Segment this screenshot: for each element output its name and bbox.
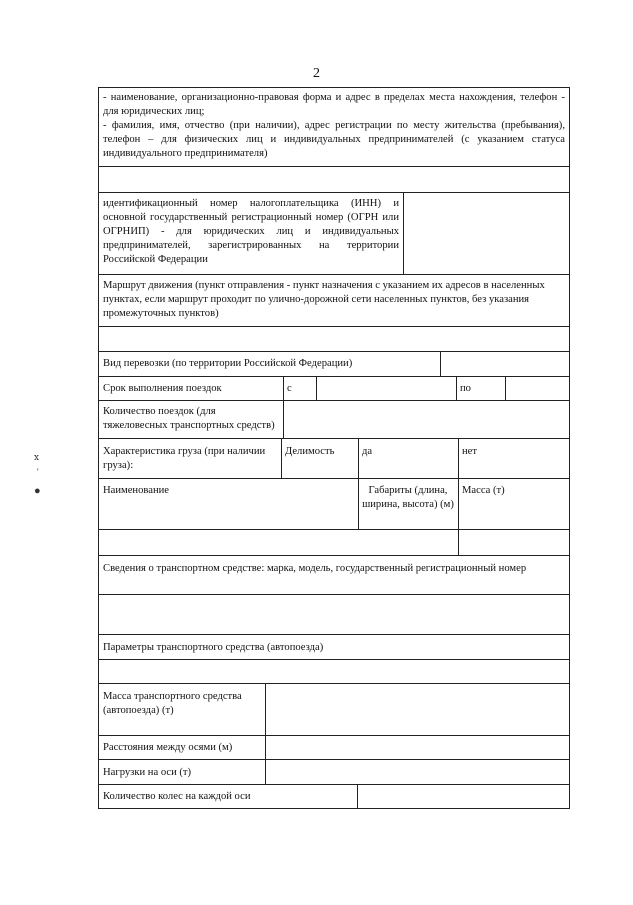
- scan-mark: ●: [34, 485, 41, 497]
- cargo-dimensions-input[interactable]: [359, 530, 458, 555]
- cargo-name-label: Наименование: [103, 485, 169, 496]
- inn-ogrn-label: идентификационный номер налогоплательщика (ИНН) и основной государственный регистрационный номер (ОГРН или ОГРНИП) - для юридических лиц и индивидуальных предпринимателей, зарегистрированных на территории Российской Федерации: [103, 198, 399, 265]
- axle-load-input[interactable]: [266, 760, 569, 784]
- vehicle-params-input[interactable]: [99, 660, 569, 683]
- cargo-divisible-no[interactable]: нет: [462, 446, 478, 457]
- page-number: 2: [313, 66, 320, 81]
- owner-individual-line: - фамилия, имя, отчество (при наличии), адрес регистрации по месту жительства (пребывания), телефон – для физических лиц и индивидуальных предпринимателей (с указанием статуса индивидуального предпринимателя): [103, 120, 565, 159]
- cargo-mass-label: Масса (т): [462, 485, 505, 496]
- owner-input-field[interactable]: [99, 167, 569, 192]
- cargo-mass-input[interactable]: [459, 530, 569, 555]
- scan-mark: ': [37, 467, 39, 477]
- transport-type-input[interactable]: [441, 352, 569, 376]
- owner-legal-entity-line: - наименование, организационно-правовая форма и адрес в пределах места нахождения, телефон - для юридических лиц;: [103, 92, 565, 117]
- scan-mark: ⅹ: [34, 452, 40, 462]
- inn-ogrn-input[interactable]: [404, 193, 569, 274]
- route-label: Маршрут движения (пункт отправления - пункт назначения с указанием их адресов в населенных пунктах, если маршрут проходит по улично-дорожной сети населенных пунктов, без указания промежуточных пунктов): [103, 280, 545, 319]
- axle-distance-input[interactable]: [266, 736, 569, 759]
- cargo-dimensions-label: Габариты (длина, ширина, высота) (м): [362, 485, 454, 510]
- vehicle-mass-label: Масса транспортного средства (автопоезда) (т): [103, 691, 242, 716]
- wheel-count-input[interactable]: [358, 785, 569, 808]
- route-input[interactable]: [99, 327, 569, 351]
- vehicle-info-label: Сведения о транспортном средстве: марка, модель, государственный регистрационный номер: [103, 563, 527, 574]
- vehicle-info-input[interactable]: [99, 595, 569, 634]
- cargo-divisibility-label: Делимость: [285, 446, 335, 457]
- trip-count-input[interactable]: [284, 401, 569, 438]
- owner-text: [99, 90, 569, 162]
- trip-period-from-input[interactable]: [317, 377, 455, 400]
- cargo-divisible-yes[interactable]: да: [362, 446, 373, 457]
- wheel-count-label: Количество колес на каждой оси: [103, 791, 251, 802]
- cargo-name-input[interactable]: [99, 530, 358, 555]
- axle-load-label: Нагрузки на оси (т): [103, 767, 192, 778]
- cargo-label: Характеристика груза (при наличии груза):: [103, 446, 266, 471]
- application-form-table: [98, 87, 570, 809]
- trip-period-to-label: по: [460, 383, 471, 394]
- vehicle-mass-input[interactable]: [266, 684, 569, 735]
- vehicle-params-label: Параметры транспортного средства (автопоезда): [103, 642, 324, 653]
- axle-distance-label: Расстояния между осями (м): [103, 742, 233, 753]
- trip-period-label: Срок выполнения поездок: [103, 383, 222, 394]
- trip-period-from-label: с: [287, 383, 292, 394]
- trip-period-to-input[interactable]: [506, 377, 569, 400]
- trip-count-label: Количество поездок (для тяжеловесных транспортных средств): [103, 406, 275, 431]
- transport-type-label: Вид перевозки (по территории Российской Федерации): [103, 358, 353, 369]
